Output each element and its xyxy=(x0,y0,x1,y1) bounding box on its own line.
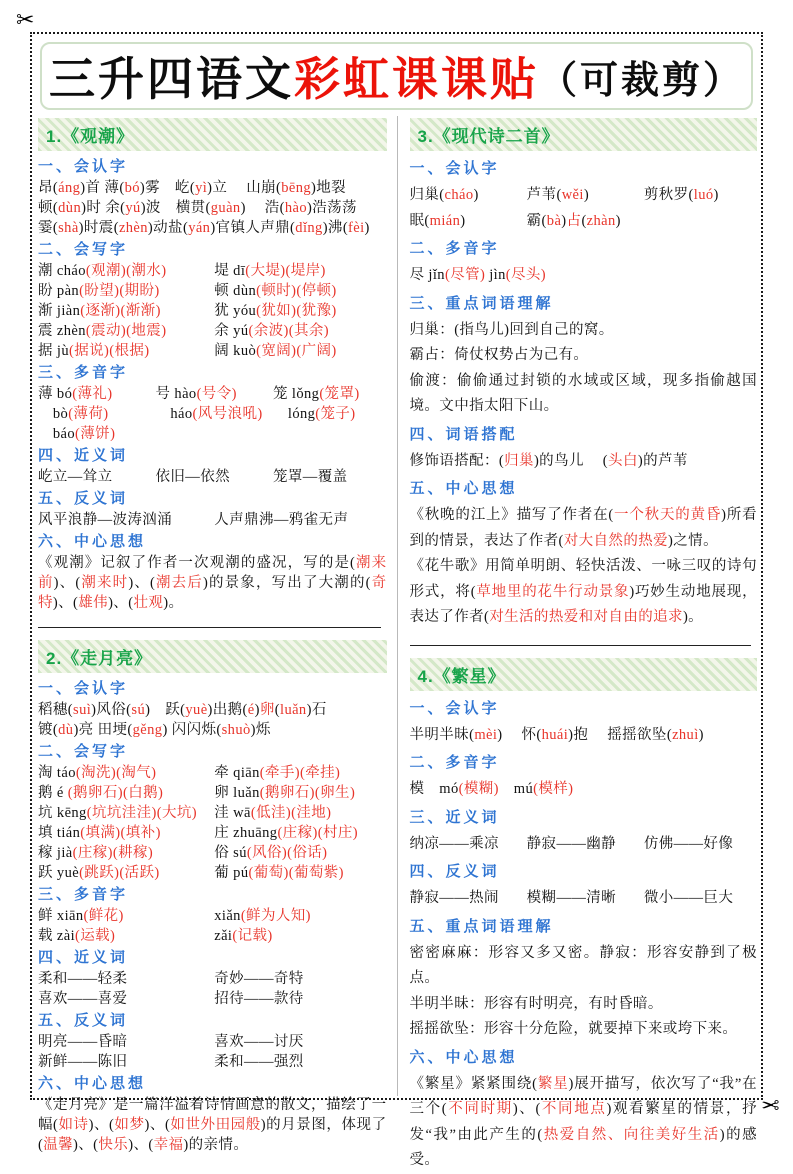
text-cell: 霸占：倚仗权势占为己有。 xyxy=(409,347,589,363)
text-cell: 葡 pú(葡萄)(葡萄紫) xyxy=(214,865,344,881)
text-row xyxy=(38,700,387,720)
highlighted-text: wěi xyxy=(561,187,584,203)
highlighted-text: (盼望) xyxy=(79,283,120,299)
text-cell: 薄 bó(薄礼) xyxy=(38,386,113,402)
page-title xyxy=(40,42,753,110)
text-row xyxy=(410,1017,758,1043)
text-cell: 鲜 xiān(鲜花) xyxy=(38,908,124,924)
highlighted-text: (淘气) xyxy=(116,765,157,781)
highlighted-text: 卵 xyxy=(259,702,275,718)
highlighted-text: (余波) xyxy=(248,323,289,339)
text-cell: 填 tián(填满)(填补) xyxy=(38,825,161,841)
highlighted-text: mián xyxy=(429,212,461,229)
text-row xyxy=(38,1095,387,1155)
text-cell: 归巢(cháo) xyxy=(409,187,479,203)
highlighted-text: (其余) xyxy=(288,323,330,339)
block-heading: 三、多音字 xyxy=(38,365,129,381)
highlighted-text: 不同地点 xyxy=(540,1101,607,1117)
text-row xyxy=(38,989,387,1009)
section-title: 3.《现代诗二首》 xyxy=(410,118,758,151)
text-cell xyxy=(273,424,387,444)
text-cell: 犹 yóu(犹如)(犹豫) xyxy=(214,303,337,319)
text-cell: 庄 zhuāng(庄稼)(村庄) xyxy=(214,825,358,841)
text-cell: 偷渡：偷偷通过封锁的水域或区域，现多指偷越国境。文中指太阳下山。 xyxy=(409,372,757,414)
block-heading: 五、反义词 xyxy=(38,491,129,507)
text-row xyxy=(410,1072,758,1174)
highlighted-text: (渐渐) xyxy=(120,303,161,319)
text-cell: 静寂——热闹 xyxy=(409,890,499,906)
text-row xyxy=(38,301,387,321)
text-cell: 载 zài(运载) xyxy=(38,928,116,944)
text-cell: bò(薄荷) xyxy=(38,406,109,422)
text-row xyxy=(410,209,758,235)
text-row xyxy=(38,1052,387,1072)
text-row xyxy=(38,198,387,218)
block-heading: 五、反义词 xyxy=(38,1013,129,1029)
block-heading: 四、反义词 xyxy=(409,864,500,880)
highlighted-text: (逐渐) xyxy=(80,303,121,319)
highlighted-text: zhàn xyxy=(586,212,616,229)
highlighted-text: yú xyxy=(125,200,141,216)
highlighted-text: (鹅卵石) xyxy=(67,785,123,801)
text-cell: 俗 sú(风俗)(俗话) xyxy=(214,845,328,861)
highlighted-text: (大堤) xyxy=(245,263,286,279)
highlighted-text: mèi xyxy=(474,726,498,743)
text-row xyxy=(38,384,387,404)
text-row xyxy=(38,783,387,803)
highlighted-text: (据说) xyxy=(69,343,110,359)
highlighted-text: (葡萄) xyxy=(248,865,289,881)
text-cell: 明亮——昏暗 xyxy=(38,1034,128,1050)
text-cell: 芦苇(wěi) xyxy=(526,187,590,203)
text-row xyxy=(410,554,758,631)
text-cell xyxy=(644,209,757,235)
highlighted-text: (牵挂) xyxy=(300,765,341,781)
highlighted-text: 占 xyxy=(566,212,582,229)
text-cell: 盼 pàn(盼望)(期盼) xyxy=(38,283,160,299)
highlighted-text: (根据) xyxy=(109,343,150,359)
highlighted-text: 奇特 xyxy=(38,575,387,611)
text-row xyxy=(38,926,387,946)
text-cell: báo(薄饼) xyxy=(38,426,116,442)
highlighted-text: (活跃) xyxy=(119,865,160,881)
text-cell: 密密麻麻：形容又多又密。静寂：形容安静到了极点。 xyxy=(409,944,757,986)
text-cell: 静寂——幽静 xyxy=(526,835,617,852)
highlighted-text: 潮去后 xyxy=(155,575,203,591)
text-row xyxy=(38,467,387,487)
text-cell: 风平浪静—波涛汹涌 xyxy=(38,512,173,528)
text-row xyxy=(410,503,758,554)
text-cell: 眠(mián) xyxy=(409,212,466,229)
text-cell: háo(风号浪吼) xyxy=(155,406,263,422)
highlighted-text: yuè xyxy=(185,702,208,718)
text-row xyxy=(38,321,387,341)
highlighted-text: (风俗) xyxy=(246,845,288,861)
text-cell: 《观潮》记叙了作者一次观潮的盛况，写的是(潮来前)、(潮来时)、(潮去后)的景象，写出了大潮的(奇特)、(雄伟)、(壮观)。 xyxy=(38,555,387,611)
highlighted-text: (犹豫) xyxy=(296,303,337,319)
highlighted-text: 壮观 xyxy=(133,595,164,611)
text-cell: 笼罩—覆盖 xyxy=(273,469,348,485)
highlighted-text: suì xyxy=(73,702,92,718)
text-row xyxy=(410,777,758,803)
content-columns xyxy=(38,116,757,1168)
text-cell: 霸(bà)占(zhàn) xyxy=(526,212,621,229)
right-column xyxy=(398,116,758,1168)
text-cell: 洼 wā(低洼)(洼地) xyxy=(214,805,332,821)
text-cell: 人声鼎沸—鸦雀无声 xyxy=(214,512,349,528)
text-cell: 依旧—依然 xyxy=(155,469,230,485)
highlighted-text: luó xyxy=(693,187,714,203)
section-title: 1.《观潮》 xyxy=(38,118,387,151)
highlighted-text: (庄稼) xyxy=(72,845,113,861)
section-title: 2.《走月亮》 xyxy=(38,640,387,673)
block-heading: 三、多音字 xyxy=(38,887,129,903)
text-cell: 柔和——强烈 xyxy=(214,1054,304,1070)
highlighted-text: 归巢 xyxy=(504,452,534,469)
text-row xyxy=(38,424,387,444)
highlighted-text: 一个秋天的黄昏 xyxy=(613,507,722,523)
text-cell xyxy=(156,424,270,444)
text-cell: 顿 dùn(顿时)(停顿) xyxy=(214,283,337,299)
text-cell: 跃 yuè(跳跃)(活跃) xyxy=(38,865,160,881)
page-title-grade: 三升四语文 xyxy=(48,53,294,105)
text-cell: 《秋晚的江上》描写了作者在(一个秋天的黄昏)所看到的情景，表达了作者(对大自然的热爱)之情。 xyxy=(409,507,757,549)
scissors-icon: ✂ xyxy=(760,1094,779,1119)
highlighted-text: 对大自然的热爱 xyxy=(563,532,669,549)
highlighted-text: 如世外田园般 xyxy=(170,1117,261,1133)
text-cell: 稻穗(suì)风俗(sú) 跃(yuè)出鹅(é)卵(luǎn)石 xyxy=(38,702,327,718)
highlighted-text: 如诗 xyxy=(58,1117,89,1133)
text-cell: 阔 kuò(宽阔)(广阔) xyxy=(214,343,337,359)
text-row xyxy=(410,449,758,475)
highlighted-text: 繁星 xyxy=(537,1075,569,1092)
highlighted-text: gěng xyxy=(132,722,163,738)
block-heading: 三、近义词 xyxy=(409,809,500,826)
highlighted-text: yán xyxy=(188,220,211,236)
scissors-icon: ✂ xyxy=(16,8,35,33)
highlighted-text: bà xyxy=(546,212,562,229)
text-cell: 半明半昧：形容有时明亮，有时昏暗。 xyxy=(409,995,663,1012)
text-cell: 喜欢——讨厌 xyxy=(214,1034,304,1050)
text-cell: 尽 jǐn(尽管) jìn(尽头) xyxy=(409,267,547,283)
highlighted-text: (低洼) xyxy=(250,805,292,821)
text-cell: 微小——巨大 xyxy=(643,890,734,906)
highlighted-text: (尽头) xyxy=(505,267,547,283)
section-divider xyxy=(38,627,381,628)
text-cell: 号 hào(号令) xyxy=(155,386,237,402)
text-row xyxy=(38,553,387,613)
highlighted-text: (大坑) xyxy=(156,805,198,821)
text-cell: 渐 jiàn(逐渐)(渐渐) xyxy=(38,303,161,319)
block-heading: 四、近义词 xyxy=(38,950,129,966)
highlighted-text: (期盼) xyxy=(119,283,160,299)
highlighted-text: (坑坑洼洼) xyxy=(86,805,157,821)
text-row xyxy=(38,261,387,281)
highlighted-text: (广阔) xyxy=(296,343,337,359)
text-cell: 镀(dù)亮 田埂(gěng) 闪闪烁(shuò)烁 xyxy=(38,722,271,738)
highlighted-text: (耕稼) xyxy=(112,845,154,861)
highlighted-text: 潮来前 xyxy=(38,555,387,591)
text-row xyxy=(38,803,387,823)
highlighted-text: guàn xyxy=(210,200,241,216)
text-row xyxy=(410,263,758,289)
text-cell: 柔和——轻柔 xyxy=(38,971,128,987)
text-cell: 牵 qiān(牵手)(牵挂) xyxy=(214,765,341,781)
highlighted-text: 草地里的花牛行动景象 xyxy=(475,583,630,600)
highlighted-text: (笼罩) xyxy=(319,386,360,402)
text-row xyxy=(38,720,387,740)
text-row xyxy=(410,886,758,912)
highlighted-text: cháo xyxy=(444,187,474,203)
text-row xyxy=(410,941,758,992)
block-heading: 六、中心思想 xyxy=(38,534,147,550)
block-heading: 一、会认字 xyxy=(38,681,129,697)
highlighted-text: 热爱自然、向往美好生活 xyxy=(542,1126,720,1143)
highlighted-text: dù xyxy=(58,722,74,738)
text-row xyxy=(410,992,758,1018)
text-cell: 顿(dùn)时 余(yú)波 横贯(guàn) 浩(hào)浩荡荡 xyxy=(38,200,357,216)
highlighted-text: 不同时期 xyxy=(447,1101,513,1117)
text-row xyxy=(410,832,758,858)
text-cell: 淘 táo(淘洗)(淘气) xyxy=(38,765,157,781)
text-cell: 卵 luǎn(鹅卵石)(卵生) xyxy=(214,785,356,801)
highlighted-text: (薄饼) xyxy=(75,426,116,442)
highlighted-text: bó xyxy=(124,180,140,196)
text-cell: 半明半昧(mèi) 怀(huái)抱 摇摇欲坠(zhuì) xyxy=(409,726,704,743)
text-cell: 堤 dī(大堤)(堤岸) xyxy=(214,263,326,279)
text-cell: 震 zhèn(震动)(地震) xyxy=(38,323,167,339)
text-cell: 剪秋罗(luó) xyxy=(643,187,719,203)
block-heading: 四、词语搭配 xyxy=(409,426,518,443)
text-cell: 修饰语搭配：(归巢)的鸟儿 (头白)的芦苇 xyxy=(409,452,688,469)
block-heading: 六、中心思想 xyxy=(409,1049,518,1066)
highlighted-text: 对生活的热爱和对自由的追求 xyxy=(489,609,683,625)
text-cell: 《繁星》紧紧围绕(繁星)展开描写，依次写了“我”在三个(不同时期)、(不同地点)观看繁星的情景，抒发“我”由此产生的(热爱自然、向往美好生活)的感受。 xyxy=(409,1075,757,1168)
text-cell: 《花牛歌》用简单明朗、轻快活泼、一咏三叹的诗句形式，将(草地里的花牛行动景象)巧妙生动地展现，表达了作者(对生活的热爱和对自由的追求)。 xyxy=(409,558,757,625)
highlighted-text: (风号浪吼) xyxy=(192,406,263,422)
highlighted-text: (犹如) xyxy=(256,303,297,319)
highlighted-text: huái xyxy=(541,726,569,743)
highlighted-text: 如梦 xyxy=(114,1117,145,1133)
block-heading: 五、重点词语理解 xyxy=(409,918,554,935)
block-heading: 二、多音字 xyxy=(409,241,500,257)
highlighted-text: (笼子) xyxy=(315,406,356,422)
text-cell: 模糊——清晰 xyxy=(526,890,617,906)
text-cell: xiǎn(鲜为人知) xyxy=(214,908,311,924)
text-row xyxy=(410,369,758,420)
text-row xyxy=(38,843,387,863)
block-heading: 三、重点词语理解 xyxy=(409,295,554,312)
highlighted-text: bēng xyxy=(281,180,312,196)
highlighted-text: shà xyxy=(58,220,79,236)
text-cell: 喜欢——喜爱 xyxy=(38,991,128,1007)
text-cell: 稼 jià(庄稼)(耕稼) xyxy=(38,845,154,861)
text-row xyxy=(38,863,387,883)
block-heading: 一、会认字 xyxy=(38,159,129,175)
text-cell: 招待——款待 xyxy=(214,991,304,1007)
highlighted-text: (葡萄紫) xyxy=(288,865,344,881)
highlighted-text: (堤岸) xyxy=(285,263,326,279)
highlighted-text: 温馨 xyxy=(43,1137,74,1153)
text-row xyxy=(38,281,387,301)
left-column xyxy=(38,116,398,1153)
highlighted-text: (运载) xyxy=(75,928,116,944)
highlighted-text: luǎn xyxy=(280,702,307,718)
text-cell: 摇摇欲坠：形容十分危险，就要掉下来或垮下来。 xyxy=(409,1021,738,1037)
highlighted-text: (尽管) xyxy=(444,267,486,283)
text-row xyxy=(410,723,758,749)
highlighted-text: (跳跃) xyxy=(79,865,120,881)
text-cell: 据 jù(据说)(根据) xyxy=(38,343,150,359)
highlighted-text: (庄稼) xyxy=(277,825,318,841)
text-cell: 奇妙——奇特 xyxy=(214,971,304,987)
text-cell: 新鲜——陈旧 xyxy=(38,1054,128,1070)
text-cell: 坑 kēng(坑坑洼洼)(大坑) xyxy=(38,805,198,821)
text-row xyxy=(410,183,758,209)
highlighted-text: yì xyxy=(195,180,208,196)
highlighted-text: dùn xyxy=(58,200,82,216)
highlighted-text: shuò xyxy=(221,722,251,738)
text-cell: 潮 cháo(观潮)(潮水) xyxy=(38,263,167,279)
highlighted-text: (宽阔) xyxy=(256,343,297,359)
section-divider xyxy=(410,645,752,646)
highlighted-text: (薄礼) xyxy=(72,386,113,402)
highlighted-text: (号令) xyxy=(196,386,237,402)
text-row xyxy=(410,343,758,369)
block-heading: 一、会认字 xyxy=(409,700,500,717)
text-cell: zǎi(记载) xyxy=(214,928,273,944)
highlighted-text: fèi xyxy=(348,220,365,236)
highlighted-text: zhuì xyxy=(672,726,699,743)
highlighted-text: 幸福 xyxy=(153,1137,184,1153)
highlighted-text: (俗话) xyxy=(287,845,328,861)
text-cell: 模 mó(模糊) mú(模样) xyxy=(409,781,574,797)
highlighted-text: hào xyxy=(284,200,307,216)
text-cell: 归巢：(指鸟儿)回到自己的窝。 xyxy=(409,321,614,338)
block-heading: 四、近义词 xyxy=(38,448,129,464)
block-heading: 二、会写字 xyxy=(38,242,129,258)
text-row xyxy=(38,341,387,361)
highlighted-text: dǐng xyxy=(295,220,323,236)
highlighted-text: (村庄) xyxy=(317,825,358,841)
highlighted-text: (模样) xyxy=(533,781,574,797)
text-row xyxy=(38,906,387,926)
highlighted-text: 头白 xyxy=(608,452,638,469)
page-title-brand: 彩虹课课贴 xyxy=(293,53,539,105)
text-row xyxy=(410,318,758,344)
text-cell: 霎(shà)时震(zhèn)动盐(yán)官镇人声鼎(dǐng)沸(fèi) xyxy=(38,220,370,236)
highlighted-text: (震动) xyxy=(85,323,127,339)
highlighted-text: (牵手) xyxy=(259,765,301,781)
block-heading: 一、会认字 xyxy=(409,161,500,177)
page-title-note: （可裁剪） xyxy=(538,59,744,102)
text-cell: 纳凉——乘凉 xyxy=(409,835,499,852)
text-row xyxy=(38,404,387,424)
highlighted-text: (鲜花) xyxy=(83,908,124,924)
text-row xyxy=(38,218,387,238)
block-heading: 五、中心思想 xyxy=(409,481,518,497)
highlighted-text: (鹅卵石) xyxy=(259,785,315,801)
highlighted-text: zhèn xyxy=(118,220,148,236)
text-row xyxy=(38,178,387,198)
highlighted-text: (观潮) xyxy=(85,263,127,279)
highlighted-text: (地震) xyxy=(126,323,167,339)
text-cell: 屹立—耸立 xyxy=(38,469,113,485)
highlighted-text: 快乐 xyxy=(98,1137,129,1153)
text-cell: 笼 lǒng(笼罩) xyxy=(273,386,360,402)
text-cell: 《走月亮》是一篇洋溢着诗情画意的散文，描绘了一幅(如诗)、(如梦)、(如世外田园般)的月景图，体现了(温馨)、(快乐)、(幸福)的亲情。 xyxy=(38,1097,387,1153)
highlighted-text: sú xyxy=(131,702,146,718)
highlighted-text: (淘洗) xyxy=(75,765,117,781)
text-cell: 余 yú(余波)(其余) xyxy=(214,323,330,339)
highlighted-text: (卵生) xyxy=(314,785,356,801)
highlighted-text: (薄荷) xyxy=(68,406,109,422)
highlighted-text: (停顿) xyxy=(296,283,337,299)
block-heading: 二、多音字 xyxy=(409,755,500,771)
highlighted-text: 潮来时 xyxy=(80,575,129,591)
text-row xyxy=(38,763,387,783)
highlighted-text: (洼地) xyxy=(291,805,332,821)
highlighted-text: (潮水) xyxy=(126,263,167,279)
text-row xyxy=(38,969,387,989)
text-row xyxy=(38,1032,387,1052)
text-cell: 鹅 é (鹅卵石)(白鹅) xyxy=(38,785,164,801)
text-cell: 仿佛——好像 xyxy=(643,835,734,852)
text-cell: 昂(áng)首 薄(bó)雾 屹(yì)立 山崩(bēng)地裂 xyxy=(38,180,347,196)
highlighted-text: (填满) xyxy=(80,825,121,841)
section-title: 4.《繁星》 xyxy=(410,658,758,691)
highlighted-text: (白鹅) xyxy=(122,785,164,801)
highlighted-text: 雄伟 xyxy=(78,595,109,611)
text-row xyxy=(38,823,387,843)
text-row xyxy=(38,510,387,530)
highlighted-text: (顿时) xyxy=(256,283,297,299)
highlighted-text: (模糊) xyxy=(458,781,499,797)
highlighted-text: é xyxy=(247,702,255,718)
block-heading: 六、中心思想 xyxy=(38,1076,147,1092)
highlighted-text: (记载) xyxy=(232,928,273,944)
block-heading: 二、会写字 xyxy=(38,744,129,760)
highlighted-text: (鲜为人知) xyxy=(240,908,311,924)
highlighted-text: áng xyxy=(58,180,81,196)
text-cell: lóng(笼子) xyxy=(273,406,356,422)
highlighted-text: (填补) xyxy=(120,825,161,841)
